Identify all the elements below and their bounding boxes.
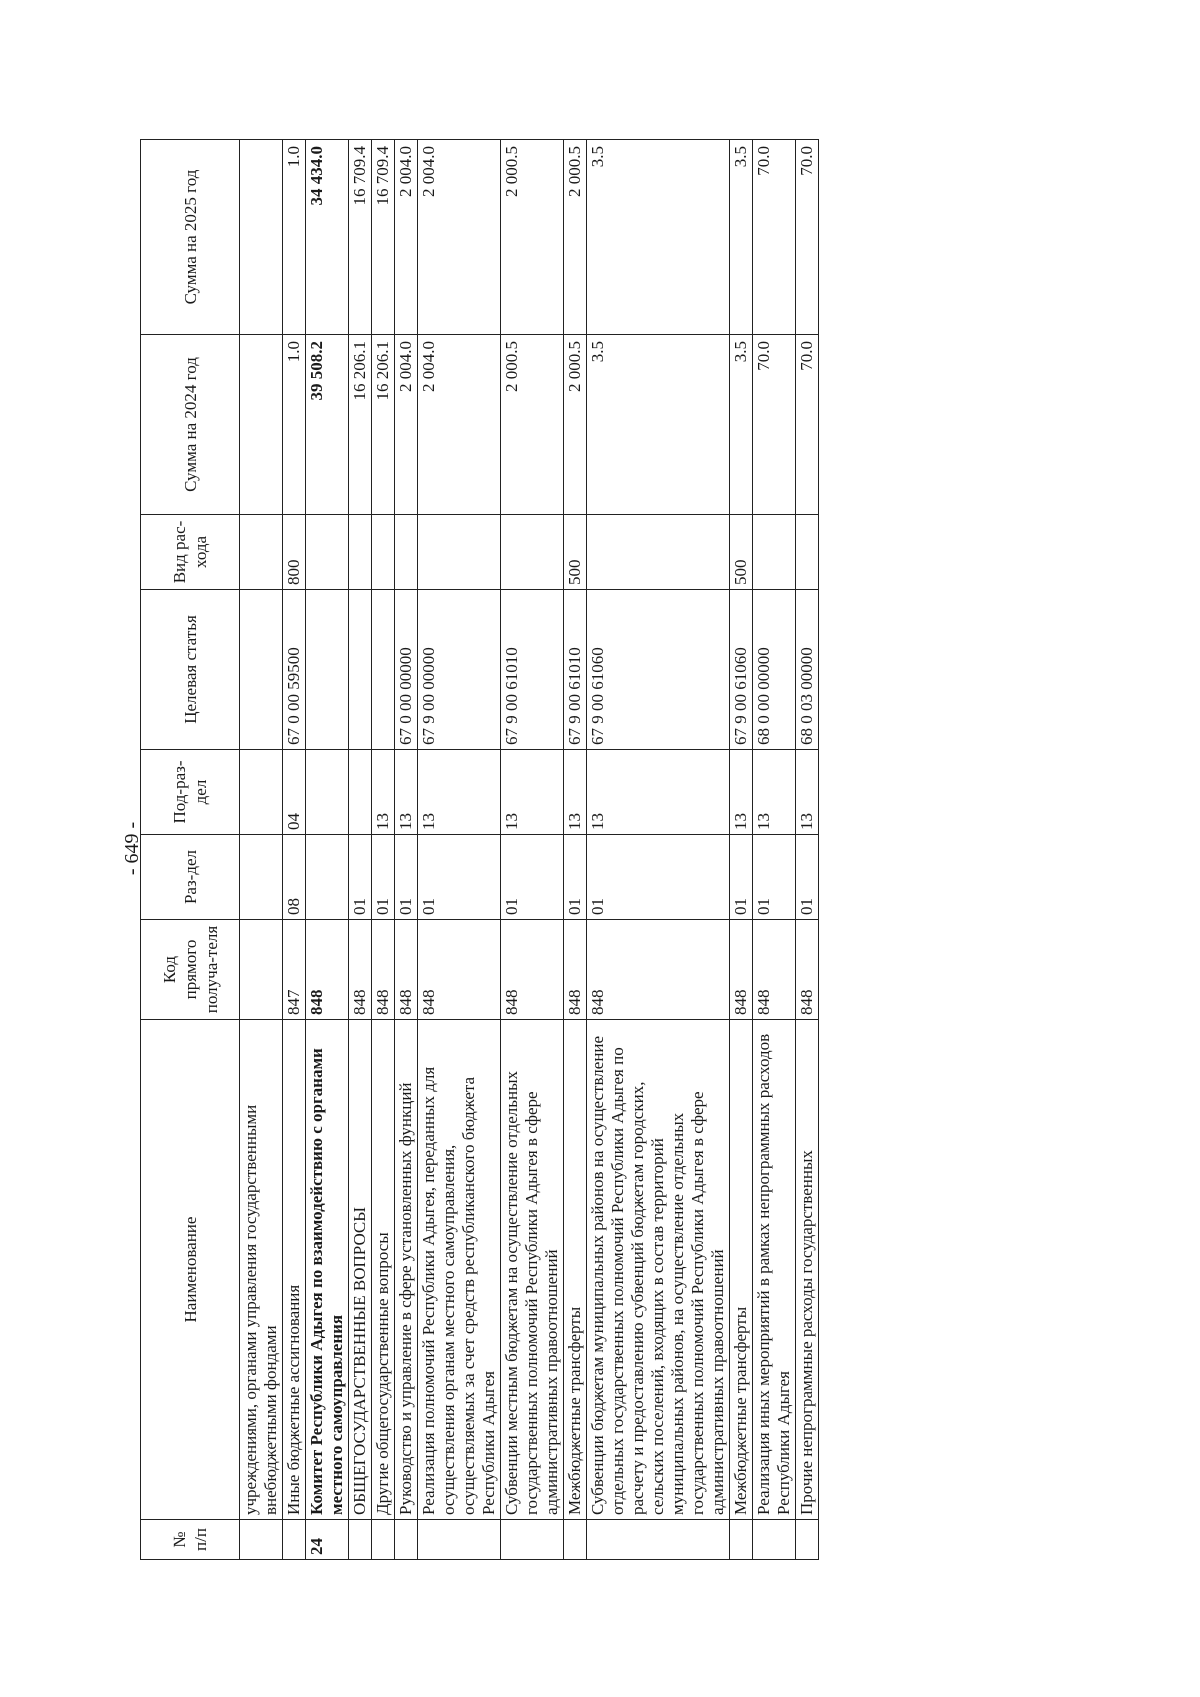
cell-name: Другие общегосударственные вопросы bbox=[372, 1020, 395, 1520]
cell-num bbox=[240, 1520, 283, 1560]
cell-code: 848 bbox=[349, 920, 372, 1020]
cell-name: учреждениями, органами управления государственными внебюджетными фондами bbox=[240, 1020, 283, 1520]
cell-num bbox=[395, 1520, 418, 1560]
table-row bbox=[730, 140, 753, 1560]
cell-target: 67 9 00 61010 bbox=[501, 590, 564, 750]
cell-code: 848 bbox=[501, 920, 564, 1020]
cell-sum2024: 2 000.5 bbox=[501, 335, 564, 515]
budget-table bbox=[140, 139, 819, 1560]
cell-sum2024: 3.5 bbox=[587, 335, 730, 515]
cell-sum2025: 70.0 bbox=[753, 140, 796, 335]
table-row bbox=[395, 140, 418, 1560]
table-row bbox=[753, 140, 796, 1560]
cell-sum2024: 16 206.1 bbox=[372, 335, 395, 515]
cell-target: 67 9 00 61010 bbox=[564, 590, 587, 750]
cell-sum2025: 2 000.5 bbox=[564, 140, 587, 335]
cell-target bbox=[240, 590, 283, 750]
cell-code: 848 bbox=[372, 920, 395, 1020]
cell-sum2024: 2 004.0 bbox=[418, 335, 501, 515]
cell-name: ОБЩЕГОСУДАРСТВЕННЫЕ ВОПРОСЫ bbox=[349, 1020, 372, 1520]
cell-code: 848 bbox=[395, 920, 418, 1020]
header-name: Наименование bbox=[141, 1020, 240, 1520]
cell-razdel: 01 bbox=[372, 835, 395, 920]
cell-sum2024: 3.5 bbox=[730, 335, 753, 515]
cell-sum2024: 70.0 bbox=[753, 335, 796, 515]
cell-code: 848 bbox=[730, 920, 753, 1020]
cell-razdel: 01 bbox=[564, 835, 587, 920]
cell-code: 848 bbox=[796, 920, 819, 1020]
cell-vid bbox=[796, 515, 819, 590]
cell-razdel: 01 bbox=[730, 835, 753, 920]
table-header-row bbox=[141, 140, 240, 1560]
cell-podrazdel: 13 bbox=[796, 750, 819, 835]
table-row bbox=[796, 140, 819, 1560]
cell-target: 67 0 00 59500 bbox=[283, 590, 306, 750]
header-num: № п/п bbox=[141, 1520, 240, 1560]
cell-sum2025 bbox=[240, 140, 283, 335]
cell-num bbox=[796, 1520, 819, 1560]
header-vid: Вид рас-хода bbox=[141, 515, 240, 590]
cell-vid bbox=[753, 515, 796, 590]
cell-vid bbox=[418, 515, 501, 590]
cell-code: 848 bbox=[587, 920, 730, 1020]
cell-name: Реализация иных мероприятий в рамках непрограммных расходов Республики Адыгея bbox=[753, 1020, 796, 1520]
table-row bbox=[587, 140, 730, 1560]
cell-name: Реализация полномочий Республики Адыгея, переданных для осуществления органам местного самоуправления, осуществляемых за счет средств республиканского бюджета Республики Адыгея bbox=[418, 1020, 501, 1520]
cell-name: Межбюджетные трансферты bbox=[564, 1020, 587, 1520]
cell-name: Иные бюджетные ассигнования bbox=[283, 1020, 306, 1520]
cell-sum2025: 16 709.4 bbox=[349, 140, 372, 335]
table-row bbox=[349, 140, 372, 1560]
cell-sum2025: 1.0 bbox=[283, 140, 306, 335]
cell-podrazdel: 13 bbox=[501, 750, 564, 835]
cell-target: 68 0 00 00000 bbox=[753, 590, 796, 750]
cell-sum2025: 2 000.5 bbox=[501, 140, 564, 335]
table-row bbox=[240, 140, 283, 1560]
cell-sum2024: 1.0 bbox=[283, 335, 306, 515]
cell-sum2024 bbox=[240, 335, 283, 515]
cell-vid bbox=[587, 515, 730, 590]
cell-sum2025: 34 434.0 bbox=[306, 140, 349, 335]
header-code: Код прямого получа-теля bbox=[141, 920, 240, 1020]
budget-table-container bbox=[140, 140, 1050, 1560]
cell-num bbox=[418, 1520, 501, 1560]
cell-sum2025: 2 004.0 bbox=[395, 140, 418, 335]
cell-num bbox=[501, 1520, 564, 1560]
cell-podrazdel bbox=[240, 750, 283, 835]
cell-razdel bbox=[306, 835, 349, 920]
cell-sum2025: 70.0 bbox=[796, 140, 819, 335]
header-podrazdel: Под-раз-дел bbox=[141, 750, 240, 835]
cell-name: Межбюджетные трансферты bbox=[730, 1020, 753, 1520]
cell-vid bbox=[349, 515, 372, 590]
cell-target: 67 9 00 61060 bbox=[587, 590, 730, 750]
cell-num bbox=[372, 1520, 395, 1560]
header-target: Целевая статья bbox=[141, 590, 240, 750]
page-number: - 649 - bbox=[121, 821, 144, 875]
cell-vid bbox=[501, 515, 564, 590]
cell-vid bbox=[240, 515, 283, 590]
cell-num: 24 bbox=[306, 1520, 349, 1560]
cell-razdel: 08 bbox=[283, 835, 306, 920]
table-row bbox=[418, 140, 501, 1560]
table-row bbox=[564, 140, 587, 1560]
cell-razdel: 01 bbox=[349, 835, 372, 920]
header-sum2025: Сумма на 2025 год bbox=[141, 140, 240, 335]
table-row bbox=[283, 140, 306, 1560]
cell-razdel: 01 bbox=[796, 835, 819, 920]
cell-target bbox=[372, 590, 395, 750]
cell-sum2025: 2 004.0 bbox=[418, 140, 501, 335]
cell-code: 848 bbox=[418, 920, 501, 1020]
cell-num bbox=[730, 1520, 753, 1560]
cell-razdel: 01 bbox=[753, 835, 796, 920]
cell-target: 67 9 00 00000 bbox=[418, 590, 501, 750]
table-body bbox=[240, 140, 819, 1560]
cell-sum2025: 3.5 bbox=[587, 140, 730, 335]
cell-vid: 800 bbox=[283, 515, 306, 590]
cell-code: 847 bbox=[283, 920, 306, 1020]
cell-name: Прочие непрограммные расходы государственных bbox=[796, 1020, 819, 1520]
cell-code: 848 bbox=[306, 920, 349, 1020]
cell-num bbox=[753, 1520, 796, 1560]
cell-podrazdel: 13 bbox=[564, 750, 587, 835]
cell-razdel: 01 bbox=[395, 835, 418, 920]
cell-code: 848 bbox=[564, 920, 587, 1020]
cell-target bbox=[349, 590, 372, 750]
cell-code: 848 bbox=[753, 920, 796, 1020]
cell-razdel: 01 bbox=[418, 835, 501, 920]
cell-code bbox=[240, 920, 283, 1020]
cell-podrazdel bbox=[349, 750, 372, 835]
cell-razdel: 01 bbox=[501, 835, 564, 920]
cell-vid bbox=[372, 515, 395, 590]
header-sum2024: Сумма на 2024 год bbox=[141, 335, 240, 515]
cell-podrazdel: 13 bbox=[587, 750, 730, 835]
cell-vid bbox=[306, 515, 349, 590]
cell-vid: 500 bbox=[730, 515, 753, 590]
cell-sum2025: 3.5 bbox=[730, 140, 753, 335]
cell-vid: 500 bbox=[564, 515, 587, 590]
table-row bbox=[306, 140, 349, 1560]
cell-target: 67 0 00 00000 bbox=[395, 590, 418, 750]
cell-podrazdel: 04 bbox=[283, 750, 306, 835]
cell-vid bbox=[395, 515, 418, 590]
cell-podrazdel: 13 bbox=[418, 750, 501, 835]
cell-sum2024: 39 508.2 bbox=[306, 335, 349, 515]
cell-name: Субвенции бюджетам муниципальных районов на осуществление отдельных государственных полномочий Республики Адыгея по расчету и предоставлению субвенций бюджетам городских, сельских поселений, входящих в состав территорий муниципальных районов, на осуществление отдельных государственных полномочий Республики Адыгея в сфере административных правоотношений bbox=[587, 1020, 730, 1520]
cell-num bbox=[587, 1520, 730, 1560]
cell-sum2024: 16 206.1 bbox=[349, 335, 372, 515]
cell-razdel: 01 bbox=[587, 835, 730, 920]
cell-name: Субвенции местным бюджетам на осуществление отдельных государственных полномочий Республики Адыгея в сфере административных правоотношений bbox=[501, 1020, 564, 1520]
cell-name: Комитет Республики Адыгея по взаимодействию с органами местного самоуправления bbox=[306, 1020, 349, 1520]
cell-num bbox=[283, 1520, 306, 1560]
cell-target bbox=[306, 590, 349, 750]
table-row bbox=[501, 140, 564, 1560]
cell-podrazdel: 13 bbox=[730, 750, 753, 835]
cell-podrazdel: 13 bbox=[753, 750, 796, 835]
cell-target: 67 9 00 61060 bbox=[730, 590, 753, 750]
cell-sum2024: 2 004.0 bbox=[395, 335, 418, 515]
cell-sum2024: 70.0 bbox=[796, 335, 819, 515]
cell-razdel bbox=[240, 835, 283, 920]
cell-num bbox=[564, 1520, 587, 1560]
cell-sum2025: 16 709.4 bbox=[372, 140, 395, 335]
cell-name: Руководство и управление в сфере установленных функций bbox=[395, 1020, 418, 1520]
cell-num bbox=[349, 1520, 372, 1560]
cell-target: 68 0 03 00000 bbox=[796, 590, 819, 750]
cell-sum2024: 2 000.5 bbox=[564, 335, 587, 515]
cell-podrazdel bbox=[306, 750, 349, 835]
table-row bbox=[372, 140, 395, 1560]
cell-podrazdel: 13 bbox=[395, 750, 418, 835]
header-razdel: Раз-дел bbox=[141, 835, 240, 920]
cell-podrazdel: 13 bbox=[372, 750, 395, 835]
